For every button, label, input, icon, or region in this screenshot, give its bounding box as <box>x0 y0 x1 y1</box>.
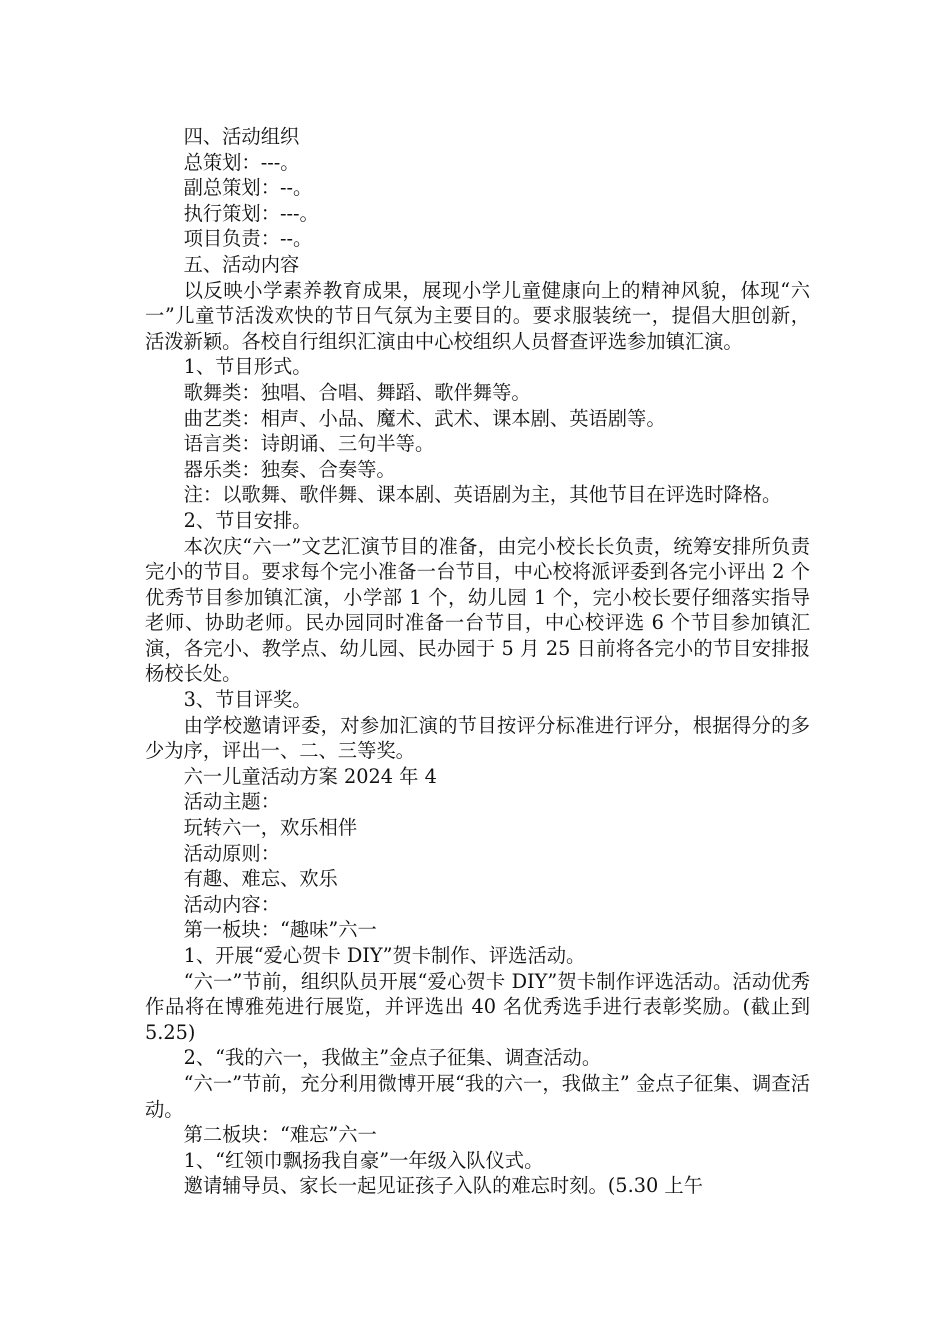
induction-ceremony-paragraph: 邀请辅导员、家长一起见证孩子入队的难忘时刻。(5.30 上午 <box>183 1174 703 1198</box>
card-diy-item: 1、开展“爱心贺卡 DIY”贺卡制作、评选活动。 <box>183 944 586 967</box>
project-lead-line: 项目负责：--。 <box>183 227 313 251</box>
song-dance-category: 歌舞类：独唱、合唱、舞蹈、歌伴舞等。 <box>183 380 531 404</box>
card-diy-paragraph: “六一”节前，组织队员开展“爱心贺卡 DIY”贺卡制作评选活动。活动优秀作品将在博雅苑进行展览，并评选出 40 名优秀选手进行表彰奖励。(截止到 5.25) <box>145 969 810 1044</box>
ideas-collection-item: 2、“我的六一，我做主”金点子征集、调查活动。 <box>183 1046 602 1070</box>
folk-art-category: 曲艺类：相声、小品、魔术、武术、课本剧、英语剧等。 <box>183 406 666 430</box>
heading-activity-organization: 四、活动组织 <box>183 125 300 148</box>
content-purpose-paragraph: 以反映小学素养教育成果，展现小学儿童健康向上的精神风貌，体现“六一”儿童节活泼欢快的节日气氛为主要目的。要求服装统一，提倡大胆创新，活泼新颖。各校自行组织汇演由中心校组织人员督查评选参加镇汇演。 <box>145 278 810 353</box>
ideas-collection-paragraph: “六一”节前，充分利用微博开展“我的六一，我做主” 金点子征集、调查活动。 <box>145 1071 810 1121</box>
instrumental-category: 器乐类：独奏、合奏等。 <box>183 457 396 481</box>
chief-planner-line: 总策划：---。 <box>183 150 300 174</box>
awards-paragraph: 由学校邀请评委，对参加汇演的节目按评分标准进行评分，根据得分的多少为序，评出一、二、三等奖。 <box>145 713 810 763</box>
executive-planner-line: 执行策划：---。 <box>183 201 319 225</box>
deputy-planner-line: 副总策划：--。 <box>183 176 313 200</box>
section-one-heading: 第一板块：“趣味”六一 <box>183 918 377 942</box>
induction-ceremony-item: 1、“红领巾飘扬我自豪”一年级入队仪式。 <box>183 1148 544 1172</box>
heading-program-form: 1、节目形式。 <box>183 355 312 379</box>
heading-activity-content: 五、活动内容 <box>183 252 300 276</box>
plan-title-line: 六一儿童活动方案 2024 年 4 <box>183 764 437 788</box>
heading-program-awards: 3、节目评奖。 <box>183 688 312 712</box>
principle-label: 活动原则： <box>183 841 280 865</box>
heading-program-arrangement: 2、节目安排。 <box>183 508 312 532</box>
principle-value: 有趣、难忘、欢乐 <box>183 867 338 891</box>
content-label: 活动内容： <box>183 892 280 916</box>
arrangement-paragraph: 本次庆“六一”文艺汇演节目的准备，由完小校长长负责，统筹安排所负责完小的节目。要求每个完小准备一台节目，中心校将派评委到各完小评出 2 个优秀节目参加镇汇演，小学部 1 个，幼儿园 1 个，完小校长要仔细落实指导老师、协助老师。民办园同时准备一台节目，中心校评选 6 个节目参加镇汇演，各完小、教学点、幼儿园、民办园于 5 月 25 日前将各完小的节目安排报杨校长处。 <box>145 534 810 686</box>
theme-label: 活动主题： <box>183 790 280 814</box>
language-category: 语言类：诗朗诵、三句半等。 <box>183 432 435 456</box>
document-page <box>145 124 810 1199</box>
note-paragraph: 注：以歌舞、歌伴舞、课本剧、英语剧为主，其他节目在评选时降格。 <box>183 483 782 507</box>
section-two-heading: 第二板块：“难忘”六一 <box>183 1123 377 1147</box>
theme-value: 玩转六一，欢乐相伴 <box>183 816 358 840</box>
